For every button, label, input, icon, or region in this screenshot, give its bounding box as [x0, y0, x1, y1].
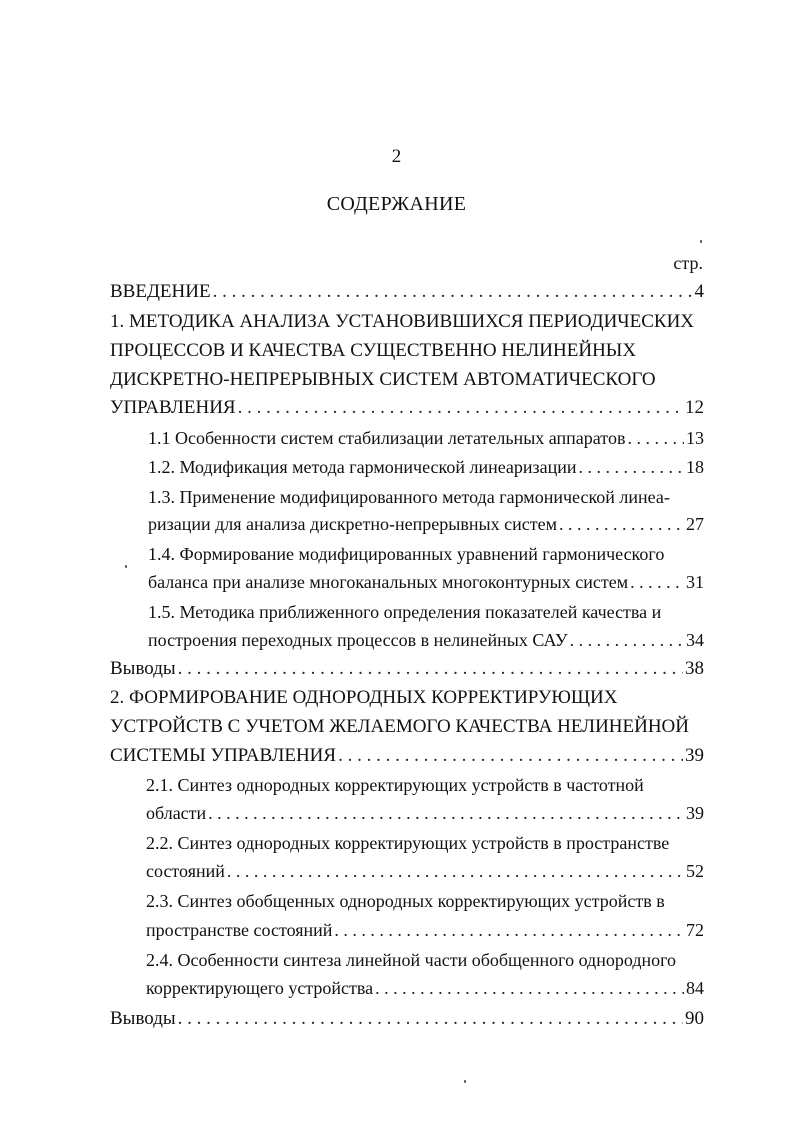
toc-section-1-1[interactable] — [148, 427, 704, 449]
toc-entry-page: 18 — [686, 457, 704, 477]
toc-chapter-1[interactable] — [110, 397, 704, 419]
leader-dots — [227, 860, 684, 882]
leader-dots — [213, 281, 693, 303]
toc-section-2-3-line-1: 2.3. Синтез обобщенных однородных корректирующих устройств в — [146, 891, 665, 911]
scan-speck — [464, 1080, 466, 1083]
toc-section-1-3-line-1: 1.3. Применение модифицированного метода гармонической линеа- — [148, 487, 670, 507]
toc-entry-title: 1.2. Модификация метода гармонической линеаризации — [148, 457, 577, 477]
toc-chapter-1-line-2: ПРОЦЕССОВ И КАЧЕСТВА СУЩЕСТВЕННО НЕЛИНЕЙНЫХ — [110, 340, 637, 361]
toc-entry-page: 84 — [686, 978, 704, 998]
leader-dots — [559, 513, 684, 535]
toc-entry-page: 90 — [685, 1008, 704, 1029]
toc-section-2-4[interactable] — [146, 977, 704, 999]
leader-dots — [630, 571, 684, 593]
toc-entry-title: области — [146, 803, 207, 823]
toc-entry-page: 31 — [686, 572, 704, 592]
toc-section-2-1[interactable] — [146, 802, 704, 824]
toc-section-2-2[interactable] — [146, 860, 704, 882]
toc-chapter-1-line-1: 1. МЕТОДИКА АНАЛИЗА УСТАНОВИВШИХСЯ ПЕРИОДИЧЕСКИХ — [110, 311, 695, 332]
toc-entry-title: построения переходных процессов в нелинейных САУ — [148, 630, 568, 650]
toc-entry-page: 39 — [686, 803, 704, 823]
scan-speck — [125, 565, 127, 568]
leader-dots — [338, 745, 683, 767]
toc-entry-title: баланса при анализе многоканальных многоконтурных систем — [148, 572, 629, 592]
toc-entry-title: Выводы — [110, 658, 176, 679]
toc-entry-title: ризации для анализа дискретно-непрерывных систем — [148, 514, 557, 534]
leader-dots — [178, 658, 683, 680]
toc-entry-page: 12 — [685, 397, 704, 418]
toc-entry-title: корректирующего устройства — [146, 978, 374, 998]
toc-section-2-4-line-1: 2.4. Особенности синтеза линейной части обобщенного однородного — [146, 950, 677, 970]
toc-entry-page: 34 — [686, 630, 704, 650]
toc-section-1-5-line-1: 1.5. Методика приближенного определения показателей качества и — [148, 602, 662, 622]
toc-chapter-2[interactable] — [110, 745, 704, 767]
toc-entry-introduction[interactable] — [110, 281, 704, 303]
toc-entry-title: ВВЕДЕНИЕ — [110, 281, 211, 302]
leader-dots — [208, 802, 684, 824]
toc-entry-title: пространстве состояний — [146, 920, 333, 940]
toc-section-1-2[interactable] — [148, 456, 704, 478]
toc-entry-page: 72 — [686, 920, 704, 940]
toc-entry-title: состояний — [146, 861, 225, 881]
leader-dots — [178, 1008, 683, 1030]
page-number: 2 — [391, 146, 402, 167]
toc-entry-page: 27 — [686, 514, 704, 534]
toc-section-2-3[interactable] — [146, 919, 704, 941]
toc-entry-page: 4 — [694, 281, 704, 302]
leader-dots — [627, 427, 684, 449]
scan-speck — [700, 240, 702, 243]
toc-section-1-4-line-1: 1.4. Формирование модифицированных уравнений гармонического — [148, 544, 665, 564]
toc-entry-page: 39 — [685, 745, 704, 766]
toc-chapter-1-line-3: ДИСКРЕТНО-НЕПРЕРЫВНЫХ СИСТЕМ АВТОМАТИЧЕСКОГО — [110, 369, 656, 390]
toc-section-2-1-line-1: 2.1. Синтез однородных корректирующих устройств в частотной — [146, 775, 644, 795]
toc-entry-title: УПРАВЛЕНИЯ — [110, 397, 236, 418]
leader-dots — [579, 456, 684, 478]
toc-entry-title: Выводы — [110, 1008, 176, 1029]
toc-chapter-2-line-2: УСТРОЙСТВ С УЧЕТОМ ЖЕЛАЕМОГО КАЧЕСТВА НЕЛИНЕЙНОЙ — [110, 716, 689, 737]
toc-section-2-2-line-1: 2.2. Синтез однородных корректирующих устройств в пространстве — [146, 833, 670, 853]
leader-dots — [570, 629, 684, 651]
toc-entry-title: СИСТЕМЫ УПРАВЛЕНИЯ — [110, 745, 337, 766]
toc-section-1-3[interactable] — [148, 513, 704, 535]
toc-conclusions-2[interactable] — [110, 1008, 704, 1030]
toc-entry-page: 52 — [686, 861, 704, 881]
toc-section-1-4[interactable] — [148, 571, 704, 593]
page-column-label: стр. — [673, 253, 703, 273]
toc-chapter-2-line-1: 2. ФОРМИРОВАНИЕ ОДНОРОДНЫХ КОРРЕКТИРУЮЩИХ — [110, 687, 618, 708]
leader-dots — [238, 397, 683, 419]
page-title: СОДЕРЖАНИЕ — [326, 193, 467, 215]
leader-dots — [334, 919, 684, 941]
toc-entry-page: 13 — [686, 428, 704, 448]
toc-entry-title: 1.1 Особенности систем стабилизации летательных аппаратов — [148, 428, 626, 448]
toc-section-1-5[interactable] — [148, 629, 704, 651]
toc-conclusions-1[interactable] — [110, 658, 704, 680]
toc-entry-page: 38 — [685, 658, 704, 679]
leader-dots — [375, 977, 684, 999]
